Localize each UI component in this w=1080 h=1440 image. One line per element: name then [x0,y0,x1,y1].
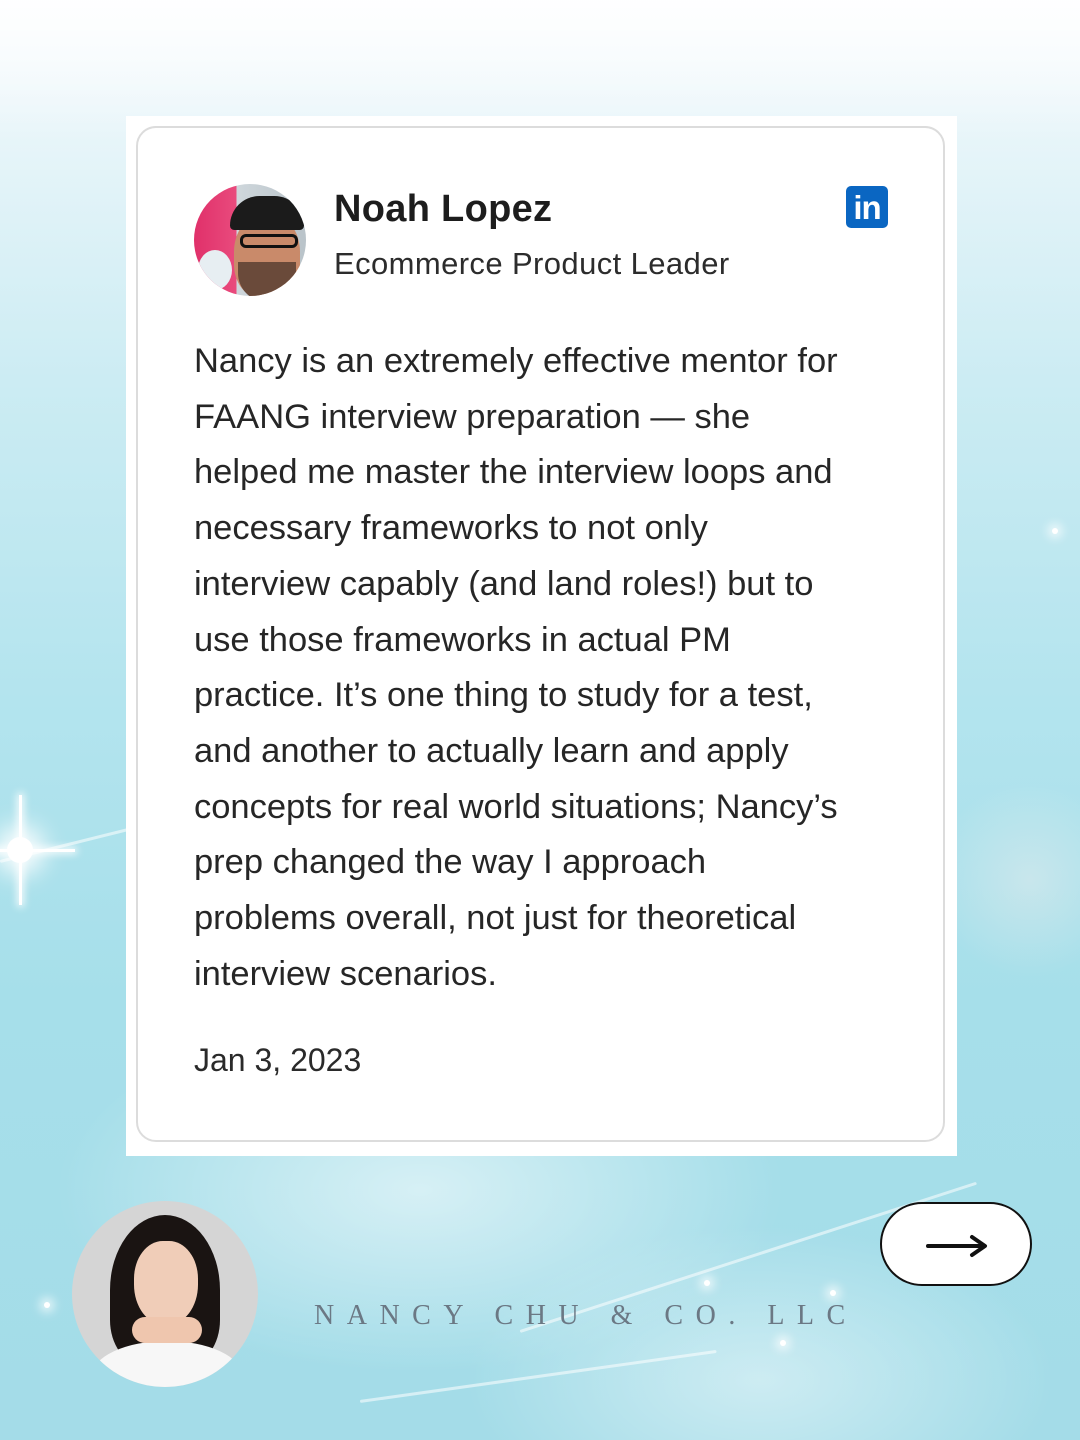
sparkle [704,1280,710,1286]
author-title: Ecommerce Product Leader [334,246,730,281]
nancy-portrait [72,1201,258,1387]
sparkle [44,1302,50,1308]
sparkle [1052,528,1058,534]
testimonial-card-frame [126,116,957,1156]
next-button[interactable] [880,1202,1032,1286]
author-avatar [194,184,306,296]
sparkle [830,1290,836,1296]
testimonial-date: Jan 3, 2023 [194,1042,362,1078]
light-streak [360,1350,717,1403]
sparkle [780,1340,786,1346]
brand-name: NANCY CHU & CO. LLC [314,1300,858,1331]
arrow-right-icon [926,1234,990,1258]
testimonial-quote: Nancy is an extremely effective mentor for FAANG interview preparation — she helped me master the interview loops and necessary frameworks to not only interview capably (and land roles!) but to use those frameworks in actual PM practice. It’s one thing to study for a test, and another to actually learn and apply concepts for real world situations; Nancy’s prep changed the way I approach problems overall, not just for theoretical interview scenarios. [194,342,838,993]
testimonial-card [136,126,945,1142]
author-name: Noah Lopez [334,188,553,230]
linkedin-icon[interactable]: in [846,186,888,228]
